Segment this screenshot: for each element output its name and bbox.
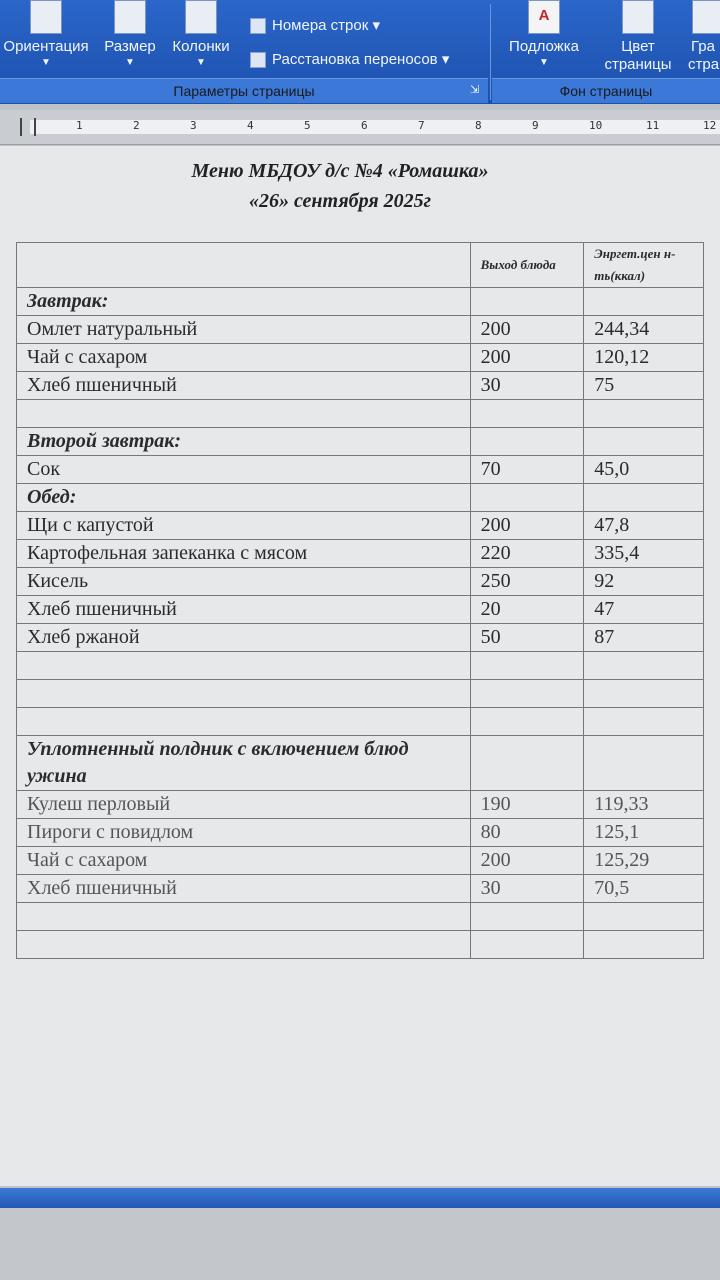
yield-cell: 200 — [470, 512, 584, 540]
yield-cell — [470, 484, 584, 512]
energy-cell — [584, 736, 704, 791]
yield-cell — [470, 708, 584, 736]
group-label-page-setup: Параметры страницы — [0, 78, 488, 103]
dish-name-cell: Чай с сахаром — [17, 847, 471, 875]
dish-name-cell: Завтрак: — [17, 288, 471, 316]
table-row — [17, 931, 704, 959]
ruler[interactable] — [0, 110, 720, 145]
page-borders-icon — [692, 0, 720, 34]
watermark-button[interactable]: A Подложка ▼ — [498, 0, 590, 80]
ruler-tick-label: 5 — [304, 119, 311, 132]
yield-cell — [470, 652, 584, 680]
energy-cell: 47 — [584, 596, 704, 624]
section-row — [17, 736, 704, 791]
dish-name-cell: Второй завтрак: — [17, 428, 471, 456]
table-row — [17, 847, 704, 875]
energy-cell — [584, 903, 704, 931]
energy-cell: 335,4 — [584, 540, 704, 568]
dish-name-cell: Уплотненный полдник с включением блюд ужина — [17, 736, 471, 791]
chevron-down-icon: ▼ — [125, 57, 135, 68]
yield-cell — [470, 931, 584, 959]
energy-cell: 70,5 — [584, 875, 704, 903]
yield-cell: 20 — [470, 596, 584, 624]
section-row — [17, 288, 704, 316]
table-row — [17, 316, 704, 344]
columns-button[interactable]: Колонки ▼ — [164, 0, 238, 80]
dish-name-cell: Чай с сахаром — [17, 344, 471, 372]
energy-cell — [584, 680, 704, 708]
chevron-down-icon: ▼ — [196, 57, 206, 68]
table-row — [17, 708, 704, 736]
page-color-button[interactable]: Цвет страницы — [588, 0, 688, 80]
energy-cell: 119,33 — [584, 791, 704, 819]
hyphenation-icon — [250, 52, 266, 68]
table-header-row — [17, 243, 704, 288]
yield-cell — [470, 736, 584, 791]
ruler-tick-label: 6 — [361, 119, 368, 132]
watermark-icon: A — [528, 0, 560, 34]
energy-cell — [584, 931, 704, 959]
header-cell-energy: Энргет.цен н-ть(ккал) — [584, 243, 704, 288]
energy-cell: 125,1 — [584, 819, 704, 847]
dish-name-cell: Обед: — [17, 484, 471, 512]
dish-name-cell: Хлеб пшеничный — [17, 875, 471, 903]
yield-cell — [470, 428, 584, 456]
yield-cell: 220 — [470, 540, 584, 568]
ruler-tick-label: 7 — [418, 119, 425, 132]
yield-cell: 80 — [470, 819, 584, 847]
dish-name-cell: Картофельная запеканка с мясом — [17, 540, 471, 568]
ruler-tick-label: 2 — [133, 119, 140, 132]
columns-icon — [185, 0, 217, 34]
table-row — [17, 624, 704, 652]
ruler-tick-label: 4 — [247, 119, 254, 132]
energy-cell: 87 — [584, 624, 704, 652]
yield-cell: 200 — [470, 316, 584, 344]
energy-cell: 47,8 — [584, 512, 704, 540]
table-row — [17, 568, 704, 596]
table-row — [17, 540, 704, 568]
yield-cell: 200 — [470, 344, 584, 372]
ribbon-separator — [490, 4, 491, 100]
dish-name-cell: Хлеб ржаной — [17, 624, 471, 652]
table-row — [17, 903, 704, 931]
energy-cell — [584, 708, 704, 736]
table-row — [17, 652, 704, 680]
menu-table — [16, 242, 704, 959]
yield-cell — [470, 680, 584, 708]
section-row — [17, 484, 704, 512]
hyphenation-button[interactable]: Расстановка переносов ▾ — [250, 50, 449, 68]
chevron-down-icon: ▼ — [539, 57, 549, 68]
table-row — [17, 512, 704, 540]
dish-name-cell: Сок — [17, 456, 471, 484]
line-numbers-icon — [250, 18, 266, 34]
dish-name-cell: Щи с капустой — [17, 512, 471, 540]
size-button[interactable]: Размер ▼ — [98, 0, 162, 80]
table-row — [17, 791, 704, 819]
dish-name-cell — [17, 931, 471, 959]
energy-cell: 125,29 — [584, 847, 704, 875]
dish-name-cell: Кулеш перловый — [17, 791, 471, 819]
ruler-tick-label: 1 — [76, 119, 83, 132]
table-row — [17, 819, 704, 847]
dish-name-cell — [17, 680, 471, 708]
dish-name-cell — [17, 652, 471, 680]
yield-cell: 30 — [470, 875, 584, 903]
energy-cell: 120,12 — [584, 344, 704, 372]
yield-cell: 50 — [470, 624, 584, 652]
orientation-icon — [30, 0, 62, 34]
document-date: «26» сентября 2025г — [248, 190, 432, 212]
chevron-down-icon: ▼ — [41, 57, 51, 68]
dish-name-cell: Хлеб пшеничный — [17, 372, 471, 400]
yield-cell: 30 — [470, 372, 584, 400]
ruler-tick-label: 11 — [646, 119, 660, 132]
yield-cell: 70 — [470, 456, 584, 484]
document-title: Меню МБДОУ д/с №4 «Ромашка» — [191, 160, 489, 182]
table-row — [17, 680, 704, 708]
header-cell-name — [17, 243, 471, 288]
table-row — [17, 400, 704, 428]
dish-name-cell — [17, 708, 471, 736]
yield-cell — [470, 288, 584, 316]
ruler-tick-label: 3 — [190, 119, 197, 132]
status-bar — [0, 1188, 720, 1208]
yield-cell — [470, 903, 584, 931]
dish-name-cell — [17, 903, 471, 931]
dish-name-cell: Кисель — [17, 568, 471, 596]
document-page[interactable] — [0, 146, 720, 1186]
yield-cell — [470, 400, 584, 428]
table-row — [17, 344, 704, 372]
energy-cell: 45,0 — [584, 456, 704, 484]
energy-cell — [584, 652, 704, 680]
table-row — [17, 875, 704, 903]
ruler-tick-label: 8 — [475, 119, 482, 132]
energy-cell: 75 — [584, 372, 704, 400]
yield-cell: 190 — [470, 791, 584, 819]
energy-cell — [584, 428, 704, 456]
page-size-icon — [114, 0, 146, 34]
energy-cell: 244,34 — [584, 316, 704, 344]
line-numbers-button[interactable]: Номера строк ▾ — [250, 16, 380, 34]
yield-cell: 200 — [470, 847, 584, 875]
indent-marker[interactable] — [20, 118, 36, 136]
ruler-tick-label: 9 — [532, 119, 539, 132]
table-row — [17, 372, 704, 400]
section-row — [17, 428, 704, 456]
table-row — [17, 596, 704, 624]
page-borders-button[interactable]: Гра стра — [688, 0, 720, 80]
energy-cell: 92 — [584, 568, 704, 596]
yield-cell: 250 — [470, 568, 584, 596]
dish-name-cell: Хлеб пшеничный — [17, 596, 471, 624]
table-row — [17, 456, 704, 484]
dish-name-cell: Пироги с повидлом — [17, 819, 471, 847]
dialog-launcher-icon[interactable]: ⇲ — [470, 84, 480, 96]
paint-bucket-icon — [622, 0, 654, 34]
header-cell-yield: Выход блюда — [470, 243, 584, 288]
energy-cell — [584, 288, 704, 316]
desktop-area — [0, 1208, 720, 1280]
orientation-button[interactable]: Ориентация ▼ — [0, 0, 96, 80]
energy-cell — [584, 400, 704, 428]
ruler-tick-label: 12 — [703, 119, 717, 132]
energy-cell — [584, 484, 704, 512]
ruler-tick-label: 10 — [589, 119, 603, 132]
dish-name-cell — [17, 400, 471, 428]
ribbon — [0, 0, 720, 104]
group-label-page-background: Фон страницы — [492, 78, 720, 103]
dish-name-cell: Омлет натуральный — [17, 316, 471, 344]
